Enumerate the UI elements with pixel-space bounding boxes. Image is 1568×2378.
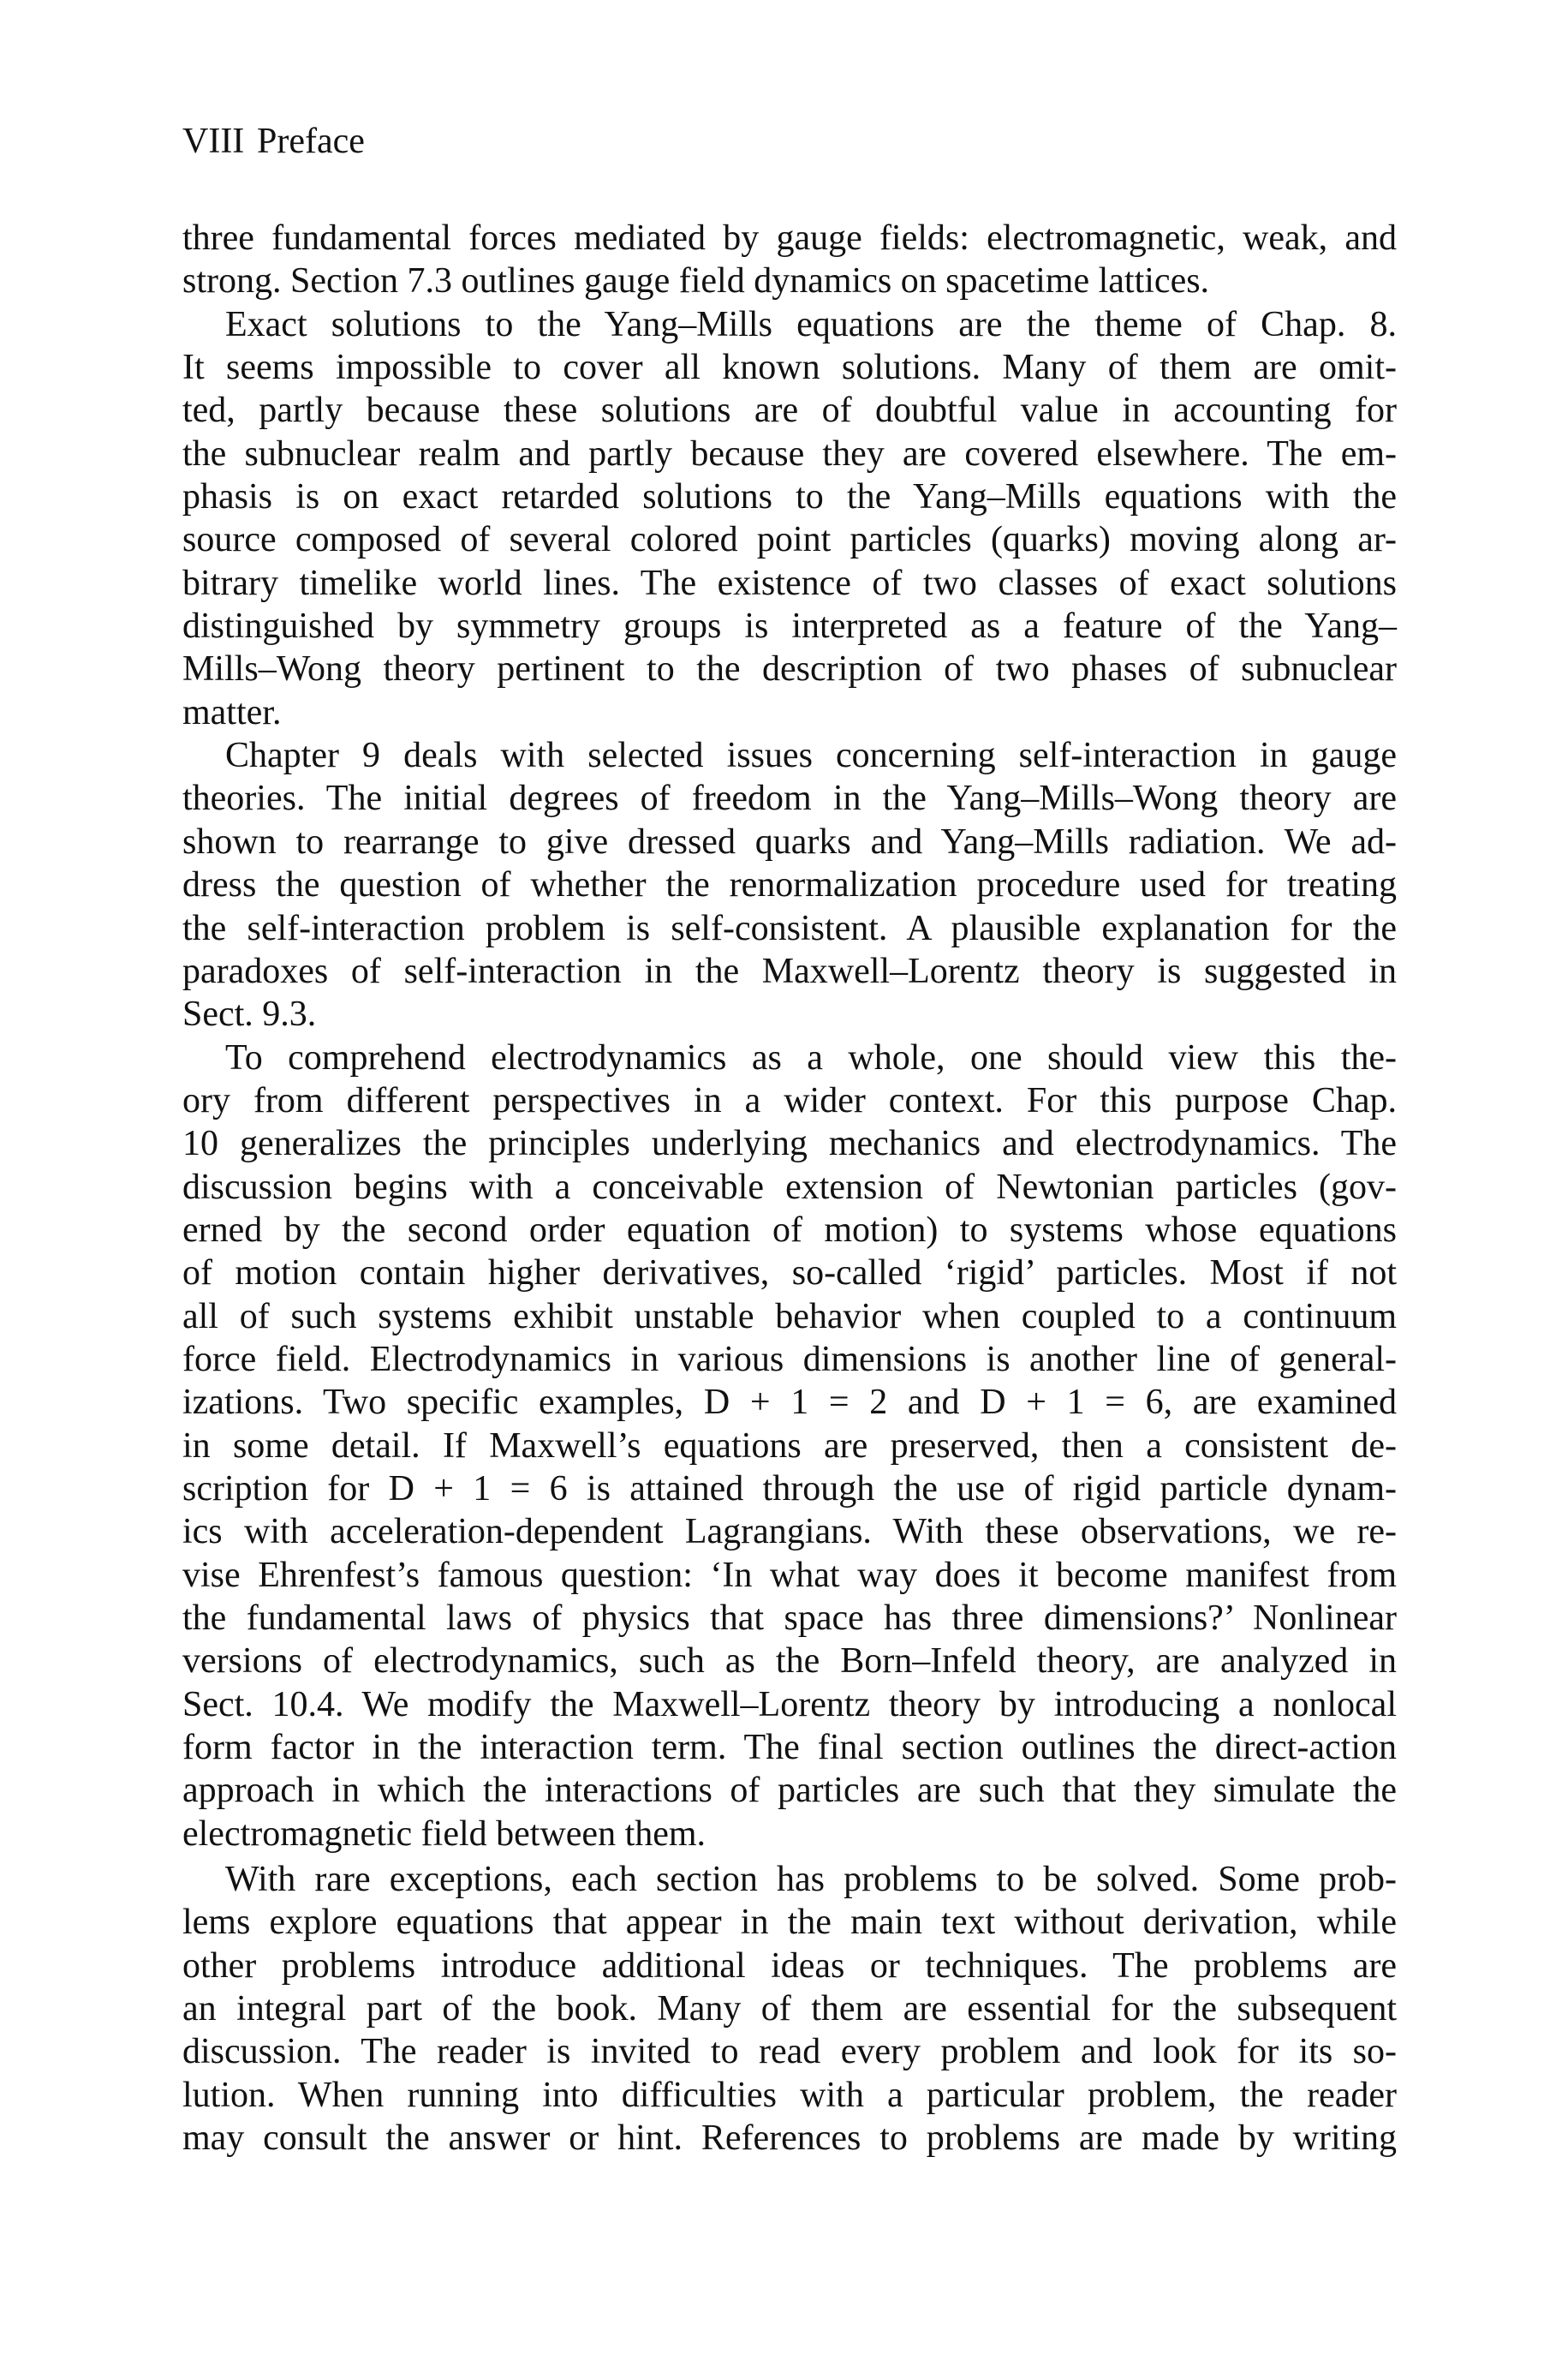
text-line: vise Ehrenfest’s famous question: ‘In what way does it become manifest from xyxy=(182,1555,1397,1595)
text-line: ory from different perspectives in a wider context. For this purpose Chap. xyxy=(182,1080,1397,1120)
text-line: lution. When running into difficulties with a particular problem, the reader xyxy=(182,2075,1397,2115)
text-line: paradoxes of self-interaction in the Maxwell–Lorentz theory is suggested in xyxy=(182,951,1397,991)
text-line: the fundamental laws of physics that space has three dimensions?’ Nonlinear xyxy=(182,1598,1397,1638)
text-line: scription for D + 1 = 6 is attained through the use of rigid particle dynam- xyxy=(182,1468,1397,1509)
text-line: Mills–Wong theory pertinent to the description of two phases of subnuclear xyxy=(182,649,1397,690)
text-line: dress the question of whether the renormalization procedure used for treating xyxy=(182,865,1397,905)
text-line: Sect. 10.4. We modify the Maxwell–Lorentz theory by introducing a nonlocal xyxy=(182,1684,1397,1724)
text-line: strong. Section 7.3 outlines gauge field dynamics on spacetime lattices. xyxy=(182,261,1210,302)
text-line: 10 generalizes the principles underlying mechanics and electrodynamics. The xyxy=(182,1124,1397,1164)
text-line: Chapter 9 deals with selected issues concerning self-interaction in gauge xyxy=(225,736,1397,776)
text-line: With rare exceptions, each section has problems to be solved. Some prob- xyxy=(225,1860,1397,1900)
text-line: of motion contain higher derivatives, so-called ‘rigid’ particles. Most if not xyxy=(182,1253,1397,1294)
text-line: three fundamental forces mediated by gauge fields: electromagnetic, weak, and xyxy=(182,218,1397,258)
text-line: shown to rearrange to give dressed quarks and Yang–Mills radiation. We ad- xyxy=(182,822,1397,862)
text-line: erned by the second order equation of motion) to systems whose equations xyxy=(182,1210,1397,1250)
paragraph xyxy=(182,734,1397,1036)
text-line: phasis is on exact retarded solutions to the Yang–Mills equations with the xyxy=(182,477,1397,517)
running-header xyxy=(182,120,365,163)
text-line: source composed of several colored point particles (quarks) moving along ar- xyxy=(182,520,1397,560)
text-line: lems explore equations that appear in the main text without derivation, while xyxy=(182,1903,1397,1943)
text-line: bitrary timelike world lines. The existence of two classes of exact solutions xyxy=(182,563,1397,603)
text-line: Exact solutions to the Yang–Mills equations are the theme of Chap. 8. xyxy=(225,304,1397,344)
text-line: may consult the answer or hint. References to problems are made by writing xyxy=(182,2118,1397,2159)
text-line: It seems impossible to cover all known solutions. Many of them are omit- xyxy=(182,348,1397,388)
paragraph xyxy=(182,217,1397,303)
text-line: ted, partly because these solutions are of doubtful value in accounting for xyxy=(182,391,1397,431)
text-line: matter. xyxy=(182,692,282,732)
text-line: distinguished by symmetry groups is interpreted as a feature of the Yang– xyxy=(182,606,1397,647)
text-line: the self-interaction problem is self-consistent. A plausible explanation for the xyxy=(182,908,1397,948)
text-line: discussion begins with a conceivable extension of Newtonian particles (gov- xyxy=(182,1167,1397,1207)
text-line: versions of electrodynamics, such as the Born–Infeld theory, are analyzed in xyxy=(182,1641,1397,1682)
text-line: form factor in the interaction term. The final section outlines the direct-action xyxy=(182,1728,1397,1768)
text-line: To comprehend electrodynamics as a whole, one should view this the- xyxy=(225,1037,1397,1078)
body-text xyxy=(182,217,1397,2160)
text-line: in some detail. If Maxwell’s equations are preserved, then a consistent de- xyxy=(182,1425,1397,1466)
text-line: approach in which the interactions of particles are such that they simulate the xyxy=(182,1771,1397,1811)
text-line: other problems introduce additional ideas or techniques. The problems are xyxy=(182,1945,1397,1986)
text-line: the subnuclear realm and partly because they are covered elsewhere. The em- xyxy=(182,433,1397,474)
paragraph xyxy=(182,1037,1397,1856)
text-line: electromagnetic field between them. xyxy=(182,1813,706,1854)
text-line: an integral part of the book. Many of them are essential for the subsequent xyxy=(182,1989,1397,2029)
running-title: Preface xyxy=(257,122,365,161)
paragraph xyxy=(182,1858,1397,2160)
paragraph xyxy=(182,303,1397,734)
text-line: ics with acceleration-dependent Lagrangians. With these observations, we re- xyxy=(182,1512,1397,1552)
text-line: all of such systems exhibit unstable behavior when coupled to a continuum xyxy=(182,1296,1397,1336)
text-line: Sect. 9.3. xyxy=(182,995,317,1035)
text-line: theories. The initial degrees of freedom in the Yang–Mills–Wong theory are xyxy=(182,779,1397,819)
text-line: force field. Electrodynamics in various dimensions is another line of general- xyxy=(182,1339,1397,1379)
text-line: discussion. The reader is invited to read every problem and look for its so- xyxy=(182,2032,1397,2072)
text-line: izations. Two specific examples, D + 1 = 2 and D + 1 = 6, are examined xyxy=(182,1383,1397,1423)
page-number: VIII xyxy=(182,122,245,161)
